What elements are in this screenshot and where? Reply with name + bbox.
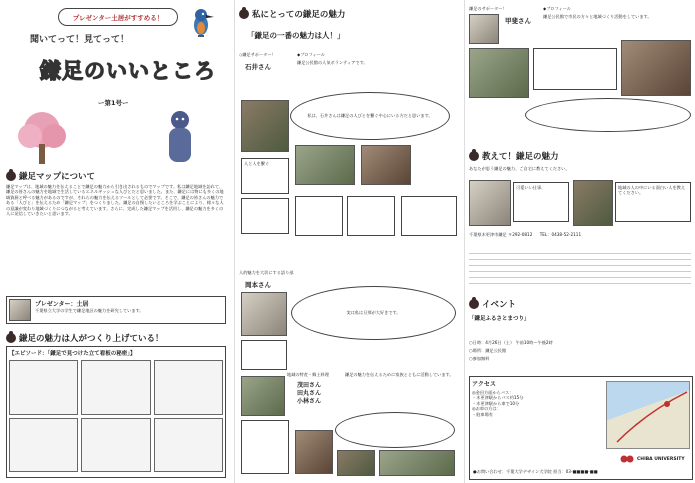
supporter-label: 鎌足のサポーター！ <box>469 6 507 11</box>
access-box <box>469 376 693 480</box>
person3-photo <box>379 450 455 476</box>
section-heading-teach: 教えて！鎌足の魅力 <box>469 150 559 162</box>
person2-label: 人的魅力を大切にする語り部 <box>239 270 294 275</box>
caption-box: 人と人を繋ぐ <box>241 158 289 194</box>
presenter-text: 千葉県立大学の学生で鎌足地区の魅力を研究しています。 <box>35 308 144 313</box>
issue-number: ー第1号ー <box>98 99 129 107</box>
middle-column <box>234 0 462 483</box>
teach-question-box: 可愛いい仕事、 <box>513 182 569 222</box>
comic-panel <box>9 360 78 415</box>
teach-notes <box>469 248 691 288</box>
presenter-photo <box>9 299 31 321</box>
teach-contact: 千葉県木更津市鎌足 〒292-0812 TEL：0438-52-2111 <box>469 232 582 237</box>
event-name: 「鎌足ふるさとまつり」 <box>469 316 530 322</box>
comic-panel <box>154 360 223 415</box>
section-heading-charm: 私にとっての鎌足の魅力 <box>239 8 345 20</box>
access-heading: アクセス <box>472 381 496 388</box>
person3-photo <box>337 450 375 476</box>
supporter-text: 鎌足公民館で市民の方々と地域づくり活動をしています。 <box>543 14 652 19</box>
right-column <box>464 0 695 483</box>
heading-marker-icon <box>469 299 479 309</box>
caption-box <box>533 48 617 90</box>
map-description: 鎌足マップは、地域の魅力を伝えることで鎌足の魅力から引き出されるものでマップです。私は鎌足地域を訪れて、鎌足の皆さんの魅力を地域で生活しているエネルギッシュな人びとだと思いました。また、鎌足には物にも多くの地域資源と呼べる魅力があるのですが、それらの魅力を伝えるツールとして必要です。そこで、鎌足の皆さんの魅力である「人びと」を伝えるため「鎌足マップ」をつくりました。鎌足の自慢したいところを学ぶことにより、様々な人の意識が変わり地域づくりにつながると考えています。さらに、完成した鎌足マップを活用し、鎌足の魅力を多くの人に発信していきたいと思います。 <box>6 184 224 217</box>
heading-marker-icon <box>6 333 16 343</box>
university-logo: CHIBA UNIVERSITY <box>620 453 685 465</box>
section-heading-map: 鎌足マップについて <box>6 170 95 182</box>
university-emblem-icon <box>620 453 634 465</box>
caption-box <box>347 196 395 236</box>
section-heading-event: イベント <box>469 298 516 310</box>
caption-box <box>241 340 287 370</box>
person1-name: 石井さん <box>245 63 271 71</box>
person3-names: 茂田さん 田丸さん 小林さん <box>297 382 322 405</box>
header-subtitle: 聞いてって！見てって！ <box>30 35 130 45</box>
access-map <box>606 381 690 449</box>
heading-marker-icon <box>469 151 479 161</box>
event-contact: ●お問い合わせ：千葉大学デザイン大学院 担当：03-■■■■-■■ <box>473 469 598 474</box>
person2-speech-bubble: 実は私は旦那が大好きです。 <box>291 286 456 340</box>
event-date: ○日時：4月26日（土） 午前10時～午後2時 <box>469 340 553 345</box>
person3-label: 地域の特産・郷土料理 <box>287 372 329 377</box>
kingfisher-icon <box>188 6 214 40</box>
access-list: ◎金田方面からバス： ・木更津駅からバス約15分 ・木更津駅から車で10分 ◎お車の方は： ・駐車場有 <box>472 390 524 417</box>
caption-box <box>241 420 289 474</box>
comic-panel <box>154 418 223 473</box>
supporter-name: 甲斐さん <box>505 17 531 25</box>
cherry-tree-illustration <box>12 108 72 166</box>
supporter-photo <box>469 14 499 44</box>
caption-box <box>401 196 457 236</box>
caption-box <box>241 198 289 234</box>
activity-photo <box>361 145 411 185</box>
comic-panel <box>81 418 150 473</box>
episode-title: 【エピソード：「鎌足で見つけた立て看板の秘密」】 <box>9 351 136 357</box>
statue-illustration <box>160 108 200 166</box>
person3-speech-bubble <box>335 412 455 448</box>
person3-photo <box>241 376 285 416</box>
person3-text: 鎌足の魅力を伝えるために家族とともに活動しています。 <box>345 372 454 377</box>
supporter-photo <box>469 48 529 98</box>
teach-intro: あなたが思う鎌足の魅力、ご自宅に教えてください。 <box>469 166 570 171</box>
person2-name: 岡本さん <box>245 281 271 289</box>
event-note: ○参加無料 <box>469 356 490 361</box>
supporter-profile-label: ◆プロフィール <box>543 6 571 11</box>
supporter-photo <box>621 40 691 96</box>
person1-profile-label: ◆プロフィール <box>297 52 325 57</box>
caption-box <box>295 196 343 236</box>
person1-photo <box>241 100 289 152</box>
person2-photo <box>241 292 287 336</box>
activity-photo <box>295 145 355 185</box>
section-heading-people: 鎌足の魅力は人がつくり上げている！ <box>6 332 164 344</box>
presenter-label: プレゼンター：土居 <box>35 301 89 308</box>
comic-panel <box>9 418 78 473</box>
event-place: ○場所：鎌足公民館 <box>469 348 507 353</box>
teach-photo <box>573 180 613 226</box>
page-title: 鎌足のいいところ <box>40 59 216 83</box>
teach-question-box: 地域の人の中にいる面白い人を教えてください。 <box>615 182 691 222</box>
person3-photo <box>295 430 333 474</box>
person1-text: 鎌足公民館の人気ボランティアです。 <box>297 60 368 65</box>
heading-marker-icon <box>6 171 16 181</box>
presenter-box <box>6 296 226 324</box>
teach-photo <box>469 180 511 226</box>
episode-comic <box>6 346 226 478</box>
left-column <box>0 0 232 483</box>
person1-label: ◇鎌足サポーター！ <box>239 52 276 57</box>
comic-panel <box>81 360 150 415</box>
person1-speech-bubble: 私は、石井さんは鎌足の人びとを繋ぐ中心にいる方だと思います。 <box>290 92 450 140</box>
charm-quote: 「鎌足の一番の魅力は人！」 <box>247 31 345 40</box>
supporter-speech-bubble <box>525 98 691 132</box>
heading-marker-icon <box>239 9 249 19</box>
header-badge: プレゼンター土居がすすめる！ <box>58 8 178 26</box>
